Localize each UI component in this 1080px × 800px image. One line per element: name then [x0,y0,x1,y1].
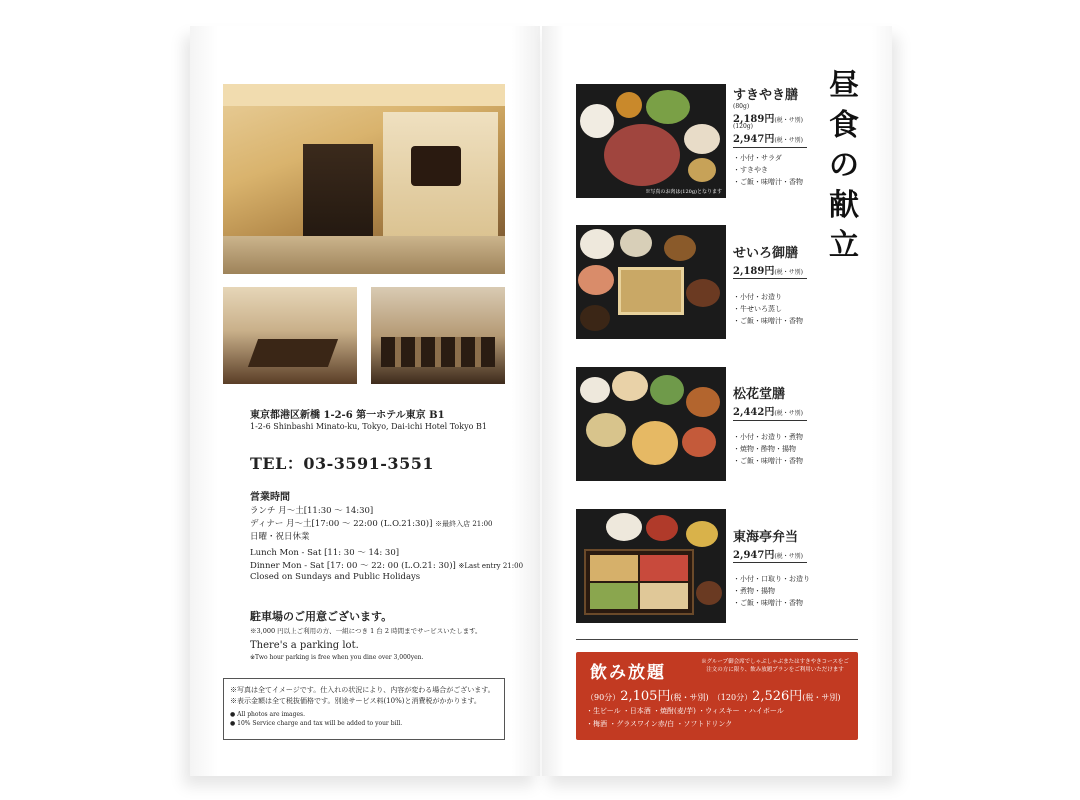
hours-lunch-jp: ランチ 月～土[11:30 ～ 14:30] [250,506,374,516]
last-entry-en: ※Last entry 21:00 [458,562,524,570]
notice-box [223,678,505,740]
notice-service-en: ● 10% Service charge and tax will be added to your bill. [230,720,403,727]
size-120g: (120g) [733,123,753,130]
drinks-line-1: ・生ビール ・日本酒 ・焼酎(麦/芋) ・ウィスキー ・ハイボール [586,707,784,715]
dish-name-tokaitei: 東海亭弁当 [733,530,799,545]
hours-dinner-en-row [250,559,523,571]
last-entry-jp: ※最終入店 21:00 [435,520,493,528]
shokado-zen-photo [576,367,726,481]
hours-lunch-en: Lunch Mon - Sat [11: 30 ～ 14: 30] [250,548,400,558]
divider [733,420,807,421]
address-japanese: 東京都港区新橋 1-2-6 第一ホテル東京 B1 [250,410,445,421]
drinks-line-2: ・梅酒 ・グラスワイン赤/白 ・ソフトドリンク [586,720,733,728]
divider [733,147,807,148]
sukiyaki-items: ・小付・サラダ ・すきやき ・ご飯・味噌汁・香物 [733,154,803,186]
parking-heading: 駐車場のご用意ございます。 [250,610,393,623]
price-sukiyaki-80g: 2,189円(税・サ別) [733,114,804,125]
address-english: 1-2-6 Shinbashi Minato-ku, Tokyo, Dai-ichi Hotel Tokyo B1 [250,422,487,431]
hours-dinner-en: Dinner Mon - Sat [17: 00 ～ 22: 00 (L.O.21: 30)] [250,561,456,571]
left-page [190,26,540,776]
telephone-number: TEL：03-3591-3551 [250,454,434,473]
price-shokado: 2,442円(税・サ別) [733,407,804,418]
dining-hall-photo [371,287,505,384]
sukiyaki-zen-photo [576,84,726,198]
right-page [542,26,892,776]
divider [733,562,807,563]
seiro-gozen-photo [576,225,726,339]
hours-dinner-jp: ディナー 月～土[17:00 ～ 22:00 (L.O.21:30)] [250,519,433,529]
tokaitei-bento-photo [576,509,726,623]
all-you-can-drink-prices: （90分）2,105円(税・サ別) （120分）2,526円(税・サ別) [586,689,841,704]
all-you-can-drink-note: ※グループ御会席でしゃぶしゃぶまたはすきやきコースをご注文の方に限り、飲み放題プランをご利用いただけます [701,659,849,673]
private-room-photo [223,287,357,384]
closed-days-jp: 日曜・祝日休業 [250,532,310,542]
notice-prices: ※表示金額は全て税抜価格です。別途サービス料(10%)と消費税がかかります。 [230,697,481,705]
notice-photos-en: ● All photos are images. [230,711,306,718]
restaurant-entrance-photo [223,84,505,274]
notice-photos: ※写真は全てイメージです。仕入れの状況により、内容が変わる場合がございます。 [230,686,495,694]
all-you-can-drink-title: 飲み放題 [590,663,666,683]
parking-english-note: ※Two hour parking is free when you dine over 3,000yen. [250,654,424,661]
divider [733,278,807,279]
section-divider [576,639,858,640]
closed-days-en: Closed on Sundays and Public Holidays [250,572,421,582]
price-sukiyaki-120g: 2,947円(税・サ別) [733,134,804,145]
sukiyaki-photo-caption: ※写真のお肉は(120g)となります [645,189,722,195]
parking-note: ※3,000 円以上ご利用の方、一組につき 1 台 2 時間までサービスいたします。 [250,627,482,635]
dish-name-seiro: せいろ御膳 [733,246,799,261]
tokaitei-items: ・小付・口取り・お造り ・煮物・揚物 ・ご飯・味噌汁・香物 [733,575,810,607]
dish-name-sukiyaki: すきやき膳 [733,88,799,103]
seiro-items: ・小付・お造り ・牛せいろ蒸し ・ご飯・味噌汁・香物 [733,293,803,325]
hours-heading: 営業時間 [250,492,290,503]
hours-dinner-jp-row [250,517,493,529]
dish-name-shokado: 松花堂膳 [733,387,786,402]
lunch-menu-title: 昼 食 の 献 立 [829,68,859,263]
parking-english: There's a parking lot. [250,640,359,651]
all-you-can-drink-box [576,652,858,740]
price-tokaitei: 2,947円(税・サ別) [733,550,804,561]
size-80g: (80g) [733,103,750,110]
price-seiro: 2,189円(税・サ別) [733,266,804,277]
shokado-items: ・小付・お造り・煮物 ・焼物・酢物・揚物 ・ご飯・味噌汁・香物 [733,433,803,465]
